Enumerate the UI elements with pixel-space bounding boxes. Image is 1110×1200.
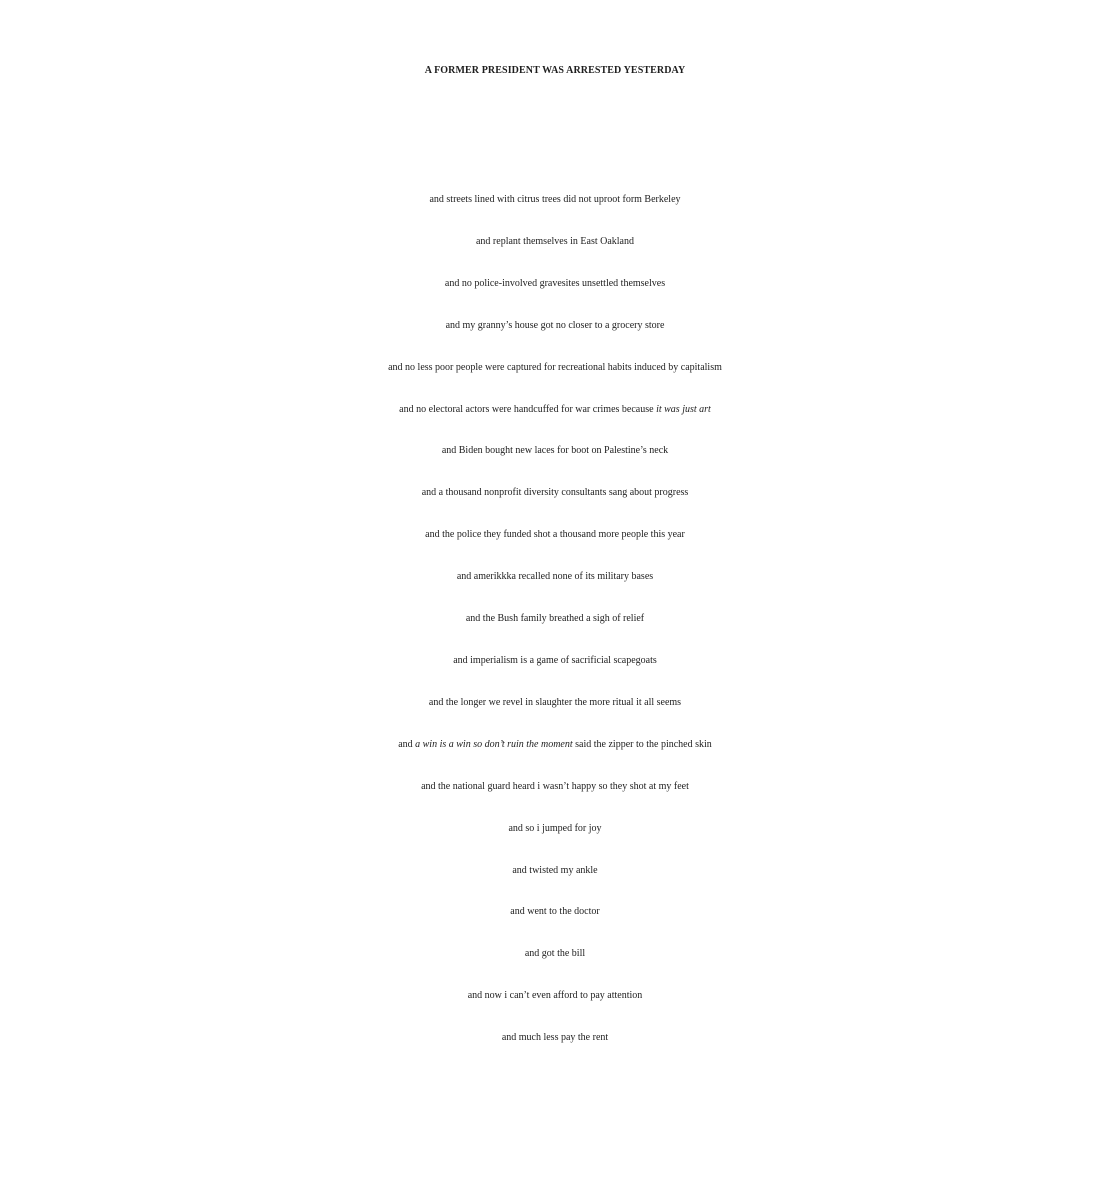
poem-line-11: and the Bush family breathed a sigh of relief [465, 613, 645, 625]
poem-line-8: and a thousand nonprofit diversity consultants sang about progress [421, 487, 689, 499]
poem-line-18: and went to the doctor [510, 906, 600, 918]
poem-line-9: and the police they funded shot a thousand more people this year [425, 529, 685, 541]
poem-line-7: and Biden bought new laces for boot on Palestine’s neck [441, 445, 669, 457]
poem-line-3: and no police-involved gravesites unsettled themselves [444, 277, 666, 289]
poem-line-5: and no less poor people were captured for recreational habits induced by capitalism [388, 361, 722, 373]
poem-line-21: and much less pay the rent [501, 1032, 609, 1044]
poem-line-13: and the longer we revel in slaughter the more ritual it all seems [428, 696, 682, 708]
poem-title: A FORMER PRESIDENT WAS ARRESTED YESTERDAY [424, 65, 686, 76]
poem-line-4: and my granny’s house got no closer to a grocery store [445, 319, 665, 331]
poem-line-12: and imperialism is a game of sacrificial scapegoats [453, 654, 657, 666]
poem-line-16: and so i jumped for joy [508, 822, 602, 834]
poem-line-1: and streets lined with citrus trees did not uproot form Berkeley [429, 194, 681, 205]
poem-line-6 [0, 389, 1110, 431]
poem-line-10: and amerikkka recalled none of its military bases [456, 571, 654, 583]
poem-body [0, 179, 1110, 1059]
poem-line-19: and got the bill [524, 948, 586, 960]
poem-line-14 [0, 724, 1110, 766]
poem-line-20: and now i can’t even afford to pay attention [467, 990, 643, 1002]
poem-line-15: and the national guard heard i wasn’t happy so they shot at my feet [421, 780, 689, 792]
poem-line-17: and twisted my ankle [512, 864, 598, 876]
poem-line-14-pre: and [398, 738, 416, 750]
poem-line-6-pre: and no electoral actors were handcuffed for war crimes because [399, 403, 657, 415]
poem-line-14-post: said the zipper to the pinched skin [572, 738, 712, 750]
poem-line-14-italic: a win is a win so don’t ruin the moment [415, 738, 573, 750]
poem-line-6-italic: it was just art [656, 403, 711, 415]
poem-line-2: and replant themselves in East Oakland [475, 235, 634, 247]
